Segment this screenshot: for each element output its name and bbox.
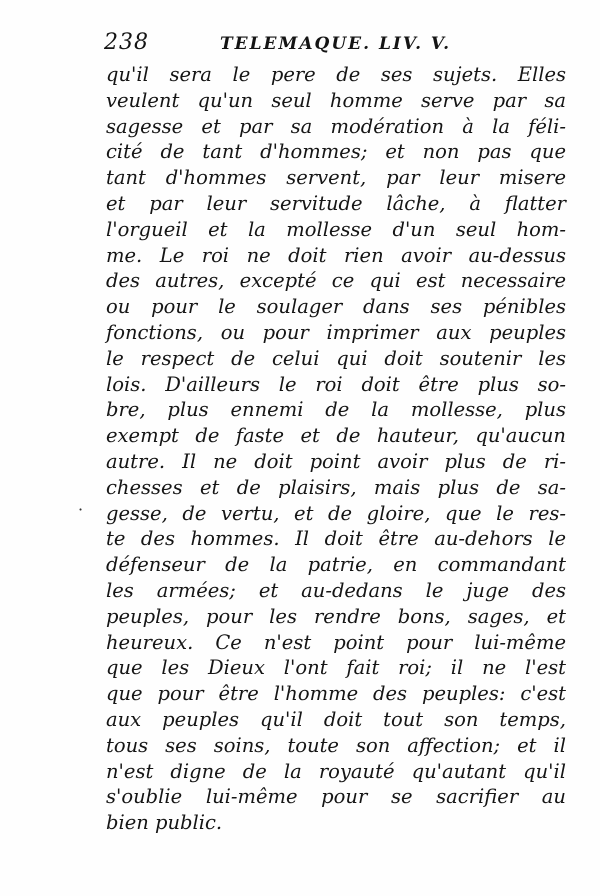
body-text (106, 62, 566, 836)
text-line: l'orgueil et la mollesse d'un seul hom- (106, 217, 566, 241)
text-line: tant d'hommes servent, par leur misere (106, 166, 566, 190)
text-line: le respect de celui qui doit soutenir les (106, 346, 566, 370)
text-line: autre. Il ne doit point avoir plus de ri- (106, 449, 566, 473)
margin-mark: · (78, 500, 84, 519)
page-header (104, 30, 494, 60)
text-line: et par leur servitude lâche, à flatter (106, 191, 566, 215)
text-line: sagesse et par sa modération à la féli- (106, 114, 566, 138)
text-line: aux peuples qu'il doit tout son temps, (106, 707, 566, 731)
text-line: peuples, pour les rendre bons, sages, et (106, 604, 566, 628)
text-line: tous ses soins, toute son affection; et il (106, 733, 566, 757)
text-line: des autres, excepté ce qui est necessaire (106, 269, 566, 293)
text-line: les armées; et au-dedans le juge des (106, 578, 566, 602)
text-line: que les Dieux l'ont fait roi; il ne l'est (106, 656, 566, 680)
text-line: cité de tant d'hommes; et non pas que (106, 140, 566, 164)
text-line: heureux. Ce n'est point pour lui-même (106, 630, 566, 654)
text-line: ou pour le soulager dans ses pénibles (106, 295, 566, 319)
text-line: s'oublie lui-même pour se sacrifier au (106, 785, 566, 809)
text-line: fonctions, ou pour imprimer aux peuples (106, 320, 566, 344)
text-line: n'est digne de la royauté qu'autant qu'il (106, 759, 566, 783)
running-title: TELEMAQUE. LIV. V. (220, 34, 452, 54)
text-line: défenseur de la patrie, en commandant (106, 553, 566, 577)
text-line: chesses et de plaisirs, mais plus de sa- (106, 475, 566, 499)
text-line: lois. D'ailleurs le roi doit être plus so- (106, 372, 566, 396)
text-line: qu'il sera le pere de ses sujets. Elles (106, 63, 566, 86)
text-line: veulent qu'un seul homme serve par sa (106, 88, 566, 112)
page-number: 238 (104, 30, 149, 55)
text-line: que pour être l'homme des peuples: c'est (106, 682, 566, 706)
text-line: te des hommes. Il doit être au-dehors le (106, 527, 566, 551)
text-line: exempt de faste et de hauteur, qu'aucun (106, 424, 566, 448)
text-line: gesse, de vertu, et de gloire, que le res- (106, 501, 566, 525)
text-line: me. Le roi ne doit rien avoir au-dessus (106, 243, 566, 267)
text-line: bien public. (106, 811, 223, 835)
text-line: bre, plus ennemi de la mollesse, plus (106, 398, 566, 422)
